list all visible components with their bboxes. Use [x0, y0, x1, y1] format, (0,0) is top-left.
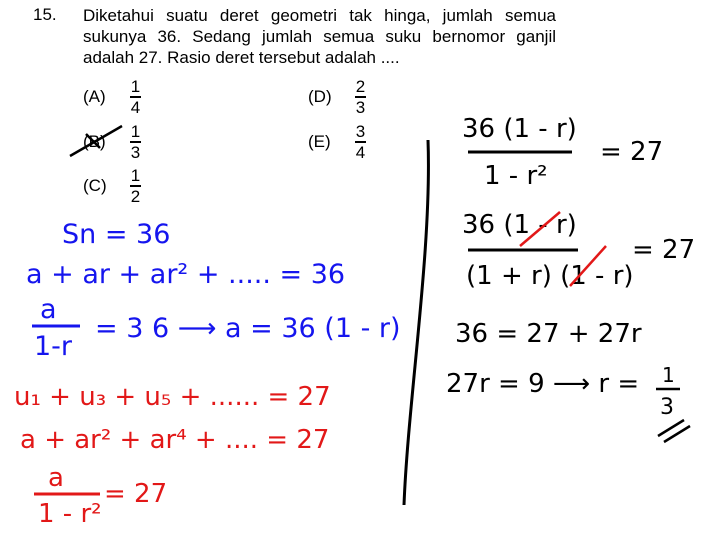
red-line-3-rest: = 27 — [104, 479, 168, 509]
option-letter: (B) — [83, 131, 106, 151]
numerator: 3 — [355, 122, 366, 141]
denominator: 4 — [130, 97, 141, 117]
option-letter: (C) — [83, 175, 107, 195]
numerator: 1 — [130, 166, 141, 185]
answer-underline-mark — [658, 420, 690, 442]
red-line-3-denominator: 1 - r² — [38, 499, 102, 529]
question-text: Diketahui suatu deret geometri tak hinga, jumlah semua sukunya 36. Sedang jumlah semua suku bernomor ganjil adalah 27. Rasio deret tersebut adalah .... — [83, 6, 556, 67]
numerator: 1 — [130, 122, 141, 141]
eq2-numerator: 36 (1 - r) — [462, 210, 577, 240]
eq4-numerator: 1 — [662, 363, 675, 387]
eq2-denominator: (1 + r) (1 - r) — [466, 261, 634, 291]
red-line-1: u₁ + u₃ + u₅ + ...... = 27 — [14, 382, 331, 412]
eq1-rest: = 27 — [600, 137, 664, 167]
denominator: 2 — [130, 186, 141, 206]
eq1-denominator: 1 - r² — [484, 161, 548, 191]
denominator: 4 — [355, 142, 366, 162]
option-letter: (A) — [83, 86, 106, 106]
red-line-2: a + ar² + ar⁴ + .... = 27 — [20, 425, 330, 455]
numerator: 2 — [355, 77, 366, 96]
denominator: 3 — [130, 142, 141, 162]
option-letter: (E) — [308, 131, 331, 151]
eq3: 36 = 27 + 27r — [455, 319, 642, 349]
numerator: 1 — [130, 77, 141, 96]
blue-line-3-rest: = 3 6 ⟶ a = 36 (1 - r) — [95, 313, 401, 344]
eq4: 27r = 9 ⟶ r = — [446, 369, 640, 399]
denominator: 3 — [355, 97, 366, 117]
option-letter: (D) — [308, 86, 332, 106]
question-number: 15. — [33, 5, 57, 24]
blue-line-2: a + ar + ar² + ..... = 36 — [26, 259, 346, 290]
red-line-3-numerator: a — [48, 463, 64, 493]
blue-line-3-numerator: a — [40, 294, 57, 325]
eq1-numerator: 36 (1 - r) — [462, 114, 577, 144]
divider-line — [404, 140, 428, 505]
blue-line-1: Sn = 36 — [62, 219, 171, 250]
eq4-denominator: 3 — [660, 395, 674, 420]
eq2-rest: = 27 — [632, 235, 696, 265]
cross-out-mark — [70, 126, 122, 156]
blue-line-3-denominator: 1-r — [34, 331, 73, 362]
